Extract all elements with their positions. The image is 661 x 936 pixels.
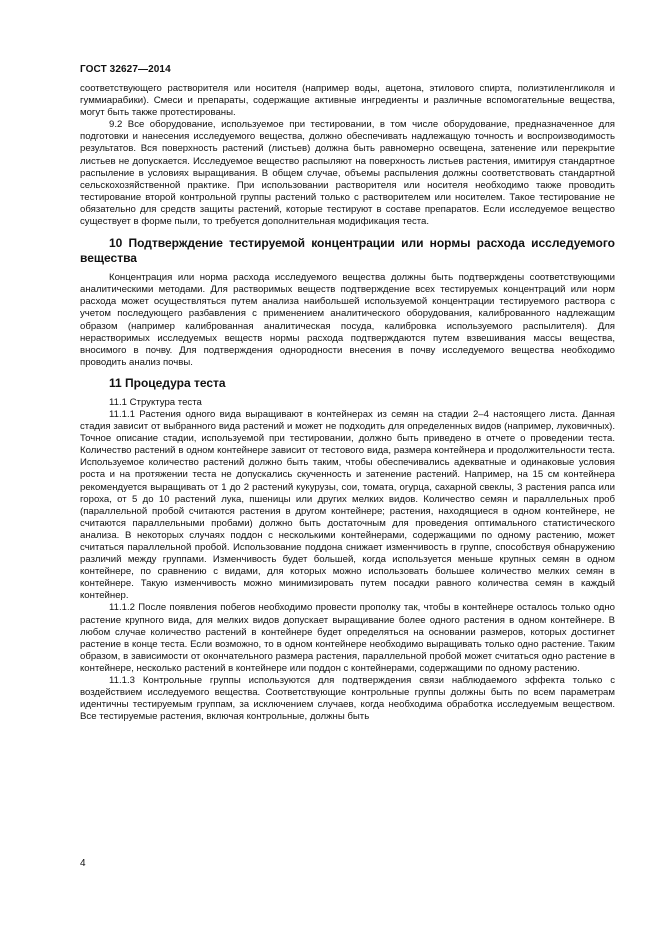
paragraph-continuation: соответствующего растворителя или носителя (например воды, ацетона, этилового спирта, полиэтиленгликоля и гуммиарабики). Смеси и препараты, содержащие активные ингредиенты и различные вспомогательные вещества, могут быть также протестированы. xyxy=(80,83,615,119)
section-10-heading: 10 Подтверждение тестируемой концентрации или нормы расхода исследуемого вещества xyxy=(80,236,615,266)
document-header: ГОСТ 32627—2014 xyxy=(80,64,171,75)
paragraph-11-1-3: 11.1.3 Контрольные группы используются для подтверждения связи наблюдаемого эффекта только с воздействием исследуемого вещества. Соответствующие контрольные группы должны быть по всем параметрам идентичны тестируемым группам, за исключением случаев, когда необходима обработка исследуемым веществом. Все тестируемые растения, включая контрольные, должны быть xyxy=(80,675,615,723)
paragraph-11-1: 11.1 Структура теста xyxy=(109,396,202,408)
document-body xyxy=(80,83,615,723)
section-11-heading: 11 Процедура теста xyxy=(109,375,226,390)
page-number: 4 xyxy=(80,858,86,869)
paragraph-10: Концентрация или норма расхода исследуемого вещества должны быть подтверждены соответствующими аналитическими методами. Для растворимых веществ подтверждение всех тестируемых концентраций или норм расхода может осуществляться путем анализа наибольшей используемой концентрации тестируемого раствора с учетом последующего разбавления с применением аналитического оборудования, калиброванного надлежащим образом (например калиброванная аналитическая посуда, калибровка используемого распылителя). Для нерастворимых исследуемых веществ нормы расхода подтверждаются путем взвешивания массы вещества, вносимого в почву. Для подтверждения однородности внесения в почву исследуемого вещества необходимо проводить анализ почвы. xyxy=(80,272,615,368)
paragraph-11-1-2: 11.1.2 После появления побегов необходимо провести прополку так, чтобы в контейнере осталось только одно растение крупного вида, для мелких видов допускает выращивание более одного растения в одном контейнере. В любом случае количество растений в контейнере будет определяться на основании размеров, которых достигнет растение в конце теста. Если возможно, то в одном контейнере необходимо выращивать только одно растение. Таким образом, в зависимости от окончательного размера растения, параллельной пробой может считаться одно растение в контейнере, несколько растений в контейнере или поддон с контейнерами, содержащими по одному растению. xyxy=(80,602,615,674)
paragraph-9-2: 9.2 Все оборудование, используемое при тестировании, в том числе оборудование, предназначенное для подготовки и нанесения исследуемого вещества, должно обеспечивать надлежащую точность и воспроизводимость результатов. Вся поверхность растений (листьев) должна быть равномерно освещена, затенение или перекрытие листьев не допускается. Исследуемое вещество распыляют на поверхность листьев растения, имитируя стандартное распыление в условиях выращивания. В общем случае, объемы распыления должны соответствовать стандартной сельскохозяйственной практике. При использовании растворителя или носителя необходимо также проводить тестирование второй контрольной группы растений только с растворителем или носителем. Такое тестирование не обязательно для средств защиты растений, которые тестируют в составе препаратов. Если исследуемое вещество существует в форме пыли, то требуется дополнительная модификация теста. xyxy=(80,119,615,228)
paragraph-11-1-1: 11.1.1 Растения одного вида выращивают в контейнерах из семян на стадии 2–4 настоящего листа. Данная стадия зависит от выбранного вида растений и может не подходить для определенных видов (например, луковичных). Точное описание стадии, используемой при тестировании, должно быть приведено в отчете о проведении теста. Количество растений в одном контейнере зависит от тестового вида, размера контейнера и продолжительности теста. Используемое количество растений должно быть таким, чтобы обеспечивались адекватные и одинаковые условия роста и на протяжении теста не допускались скученность и затенение растений. Например, на 15 см контейнера рекомендуется выращивать от 1 до 2 растений кукурузы, сои, томата, огурца, сахарной свеклы, 3 растения рапса или гороха, от 5 до 10 растений лука, пшеницы или других мелких видов. Количество семян и параллельных проб (параллельной пробой считаются растения в другом контейнере; растения, находящиеся в одном контейнере, не считаются параллельными пробами) должно быть достаточным для проведения оптимального статистического анализа. В некоторых случаях поддон с несколькими контейнерами, содержащими по одному растению, может считаться параллельной пробой. Использование поддона снижает изменчивость в группе, способствуя обнаружению различий между группами. Изменчивость будет большей, когда используется меньше крупных семян в одном контейнере, по сравнению с видами, для которых можно использовать большее количество мелких семян в контейнере. Такую изменчивость можно минимизировать путем посадки равного количества семян в каждый контейнер. xyxy=(80,408,615,602)
